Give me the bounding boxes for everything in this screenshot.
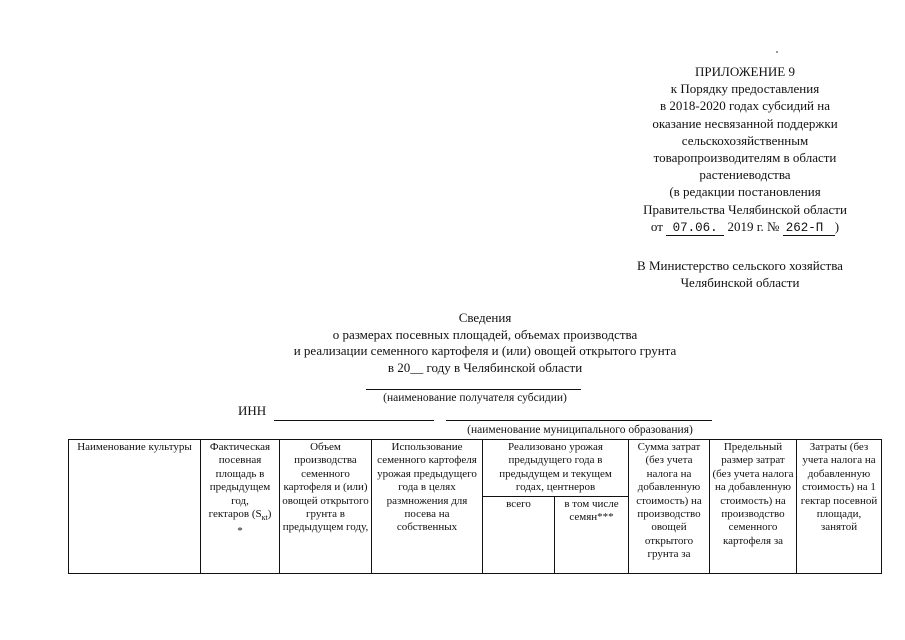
appendix-heading: ПРИЛОЖЕНИЕ 9	[695, 64, 795, 79]
inn-blank-line	[274, 420, 434, 421]
addressee-line: В Министерство сельского хозяйства	[637, 258, 843, 273]
resolution-date-line	[590, 218, 900, 236]
appendix-line: к Порядку предоставления	[670, 81, 820, 97]
date-prefix: от	[650, 218, 663, 234]
addressee-block	[590, 257, 890, 291]
appendix-header	[590, 63, 900, 236]
municipality-caption: (наименование муниципального образования)	[467, 424, 693, 436]
data-table	[68, 439, 882, 574]
appendix-line: товаропроизводителям в области	[653, 150, 837, 166]
header-sold-total: всего	[483, 496, 555, 573]
appendix-line: Правительства Челябинской области	[643, 201, 847, 217]
header-sold-harvest: Реализовано урожая предыдущего года в предыдущем и текущем годах, центнеров	[483, 440, 629, 497]
resolution-year: 2019 г. №	[727, 218, 780, 234]
recipient-caption: (наименование получателя субсидии)	[383, 392, 567, 404]
inn-label: ИНН	[238, 403, 267, 418]
appendix-line: сельскохозяйственным	[681, 132, 809, 148]
recipient-blank-line	[366, 389, 581, 390]
addressee-line: Челябинской области	[680, 275, 800, 291]
title-line: и реализации семенного картофеля и (или) овощей открытого грунта	[293, 343, 677, 359]
header-sown-area: Фактическая посевная площадь в предыдущем год, гектаров $(S_{кt})$ *	[201, 440, 280, 574]
document-title	[190, 310, 780, 376]
header-crop-name: Наименование культуры	[69, 440, 201, 574]
header-cost-sum: Сумма затрат (без учета налога на добавленную стоимость) на производство овощей открытого грунта за	[629, 440, 710, 574]
resolution-number: 262-П	[783, 221, 835, 236]
municipality-blank-line	[446, 420, 712, 421]
header-cost-limit: Предельный размер затрат (без учета налога на добавленную стоимость) на производство семенного картофеля за	[710, 440, 797, 574]
closing-paren: )	[834, 218, 840, 234]
appendix-line: оказание несвязанной поддержки	[652, 115, 838, 131]
title-line: о размерах посевных площадей, объемах производства	[332, 326, 638, 342]
appendix-line: растениеводства	[699, 167, 791, 183]
title-line: Сведения	[458, 310, 512, 325]
header-cost-per-hectare: Затраты (без учета налога на добавленную стоимость) на 1 гектар посевной площади, занятой	[797, 440, 882, 574]
appendix-line: (в редакции постановления	[669, 184, 821, 200]
resolution-date: 07.06.	[666, 221, 724, 236]
title-line: в 20__ году в Челябинской области	[387, 359, 583, 375]
scan-speck	[776, 51, 778, 53]
appendix-line: в 2018-2020 годах субсидий на	[659, 98, 830, 114]
header-production-volume: Объем производства семенного картофеля и (или) овощей открытого грунта в предыдущем году,	[280, 440, 372, 574]
header-sold-seeds: в том числе семян***	[555, 496, 629, 573]
header-seed-use: Использование семенного картофеля урожая предыдущего года в целях размножения для посева на собственных	[372, 440, 483, 574]
